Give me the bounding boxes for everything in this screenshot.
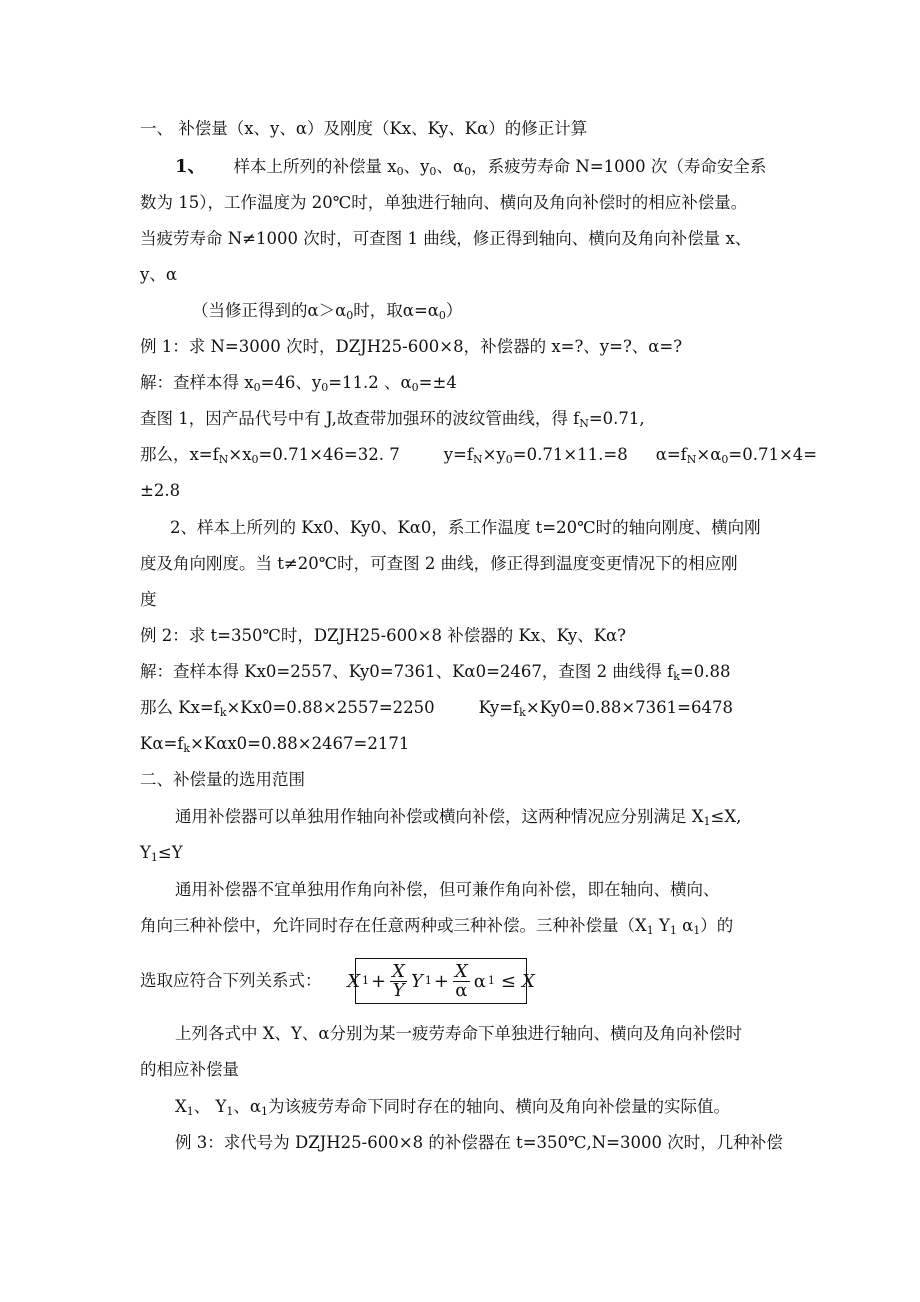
paragraph-1-line-1: 1、 样本上所列的补偿量 $x_0$、$y_0$、$\alpha_0$，系疲劳寿命 N=1000 次（寿命安全系 bbox=[175, 156, 767, 178]
fraction-x-over-alpha: $\frac{X}{\alpha}$ bbox=[454, 960, 468, 1001]
paragraph-5-line-1: 上列各式中 X、Y、α分别为某一疲劳寿命下单独进行轴向、横向及角向补偿时 bbox=[175, 1024, 743, 1043]
example-3: 例 3：求代号为 DZJH25-600×8 的补偿器在 t=350℃,N=3000 次时，几种补偿 bbox=[175, 1133, 783, 1152]
solution-1: 解：查样本得 $x_0=46$、$y_0=11.2$ 、$\alpha_0=\pm 4$ bbox=[140, 373, 457, 394]
note-line: （当修正得到的$\alpha>\alpha_0$时，取$\alpha=\alpha_0$） bbox=[192, 301, 463, 322]
paragraph-1-line-2: 数为 15），工作温度为 20℃时，单独进行轴向、横向及角向补偿时的相应补偿量。 bbox=[140, 193, 748, 212]
section-heading-1: 一、 补偿量（x、y、α）及刚度（Kx、Ky、Kα）的修正计算 bbox=[140, 119, 588, 138]
paragraph-2-line-1: 2、样本上所列的 Kx0、Ky0、Kα0，系工作温度 t=20℃时的轴向刚度、横向刚 bbox=[170, 518, 761, 537]
section-heading-2: 二、补偿量的选用范围 bbox=[140, 770, 305, 789]
paragraph-4-line-1: 通用补偿器不宜单独用作角向补偿，但可兼作角向补偿，即在轴向、横向、 bbox=[175, 880, 720, 899]
paragraph-2-line-3: 度 bbox=[140, 590, 157, 609]
paragraph-4-line-2: 角向三种补偿中，允许同时存在任意两种或三种补偿。三种补偿量（$X_1$ $Y_1$ $\alpha_1$）的 bbox=[140, 916, 734, 937]
calculation-2-cont: $K\alpha=f_k\times K\alpha x0=0.88\times 2467=2171$ bbox=[140, 734, 410, 755]
relation-formula: X 1 + $\frac{X}{Y}$ Y 1 + $\frac{X}{\alpha}$ α 1 ≤ X bbox=[355, 958, 527, 1004]
paragraph-2-line-2: 度及角向刚度。当 t≠20℃时，可查图 2 曲线，修正得到温度变更情况下的相应刚 bbox=[140, 554, 738, 573]
paragraph-5-line-2: 的相应补偿量 bbox=[140, 1060, 239, 1079]
example-2: 例 2：求 t=350℃时，DZJH25-600×8 补偿器的 Kx、Ky、Kα? bbox=[140, 626, 627, 645]
paragraph-1-line-4: y、α bbox=[140, 265, 177, 284]
calculation-1-cont: ±2.8 bbox=[140, 481, 181, 500]
paragraph-3-line-2: $Y_1\le Y$ bbox=[140, 843, 183, 864]
paragraph-6: $X_1$、 $Y_1$、$\alpha_1$为该疲劳寿命下同时存在的轴向、横向及角向补偿量的实际值。 bbox=[175, 1097, 731, 1118]
check-chart-1: 查图 1，因产品代号中有 J,故查带加强环的波纹管曲线，得 $f_N=0.71$, bbox=[140, 409, 645, 430]
paragraph-4-line-3: 选取应符合下列关系式： bbox=[140, 971, 322, 990]
paragraph-1-line-3: 当疲劳寿命 N≠1000 次时，可查图 1 曲线，修正得到轴向、横向及角向补偿量 x、 bbox=[140, 229, 752, 248]
example-1: 例 1：求 N=3000 次时，DZJH25-600×8，补偿器的 x=?、y=?、α=? bbox=[140, 337, 683, 356]
paragraph-3-line-1: 通用补偿器可以单独用作轴向补偿或横向补偿，这两种情况应分别满足 $X_1\le X$, bbox=[175, 807, 742, 828]
calculation-2: 那么 $Kx=f_k\times Kx0=0.88\times 2557=2250$ $Ky=f_k\times Ky0=0.88\times 7361=6478$ bbox=[140, 698, 733, 719]
calculation-1: 那么，$x=f_N\times x_0=0.71\times 46=32$. 7 $y=f_N\times y_0=0.71\times 11.=8$ $\alpha=f_N\times\alpha_0=0.71\times 4=$ bbox=[140, 445, 818, 466]
fraction-x-over-y: $\frac{X}{Y}$ bbox=[392, 960, 405, 1001]
solution-2: 解：查样本得 Kx0=2557、Ky0=7361、Kα0=2467，查图 2 曲线得 $f_k=0.88$ bbox=[140, 662, 731, 683]
